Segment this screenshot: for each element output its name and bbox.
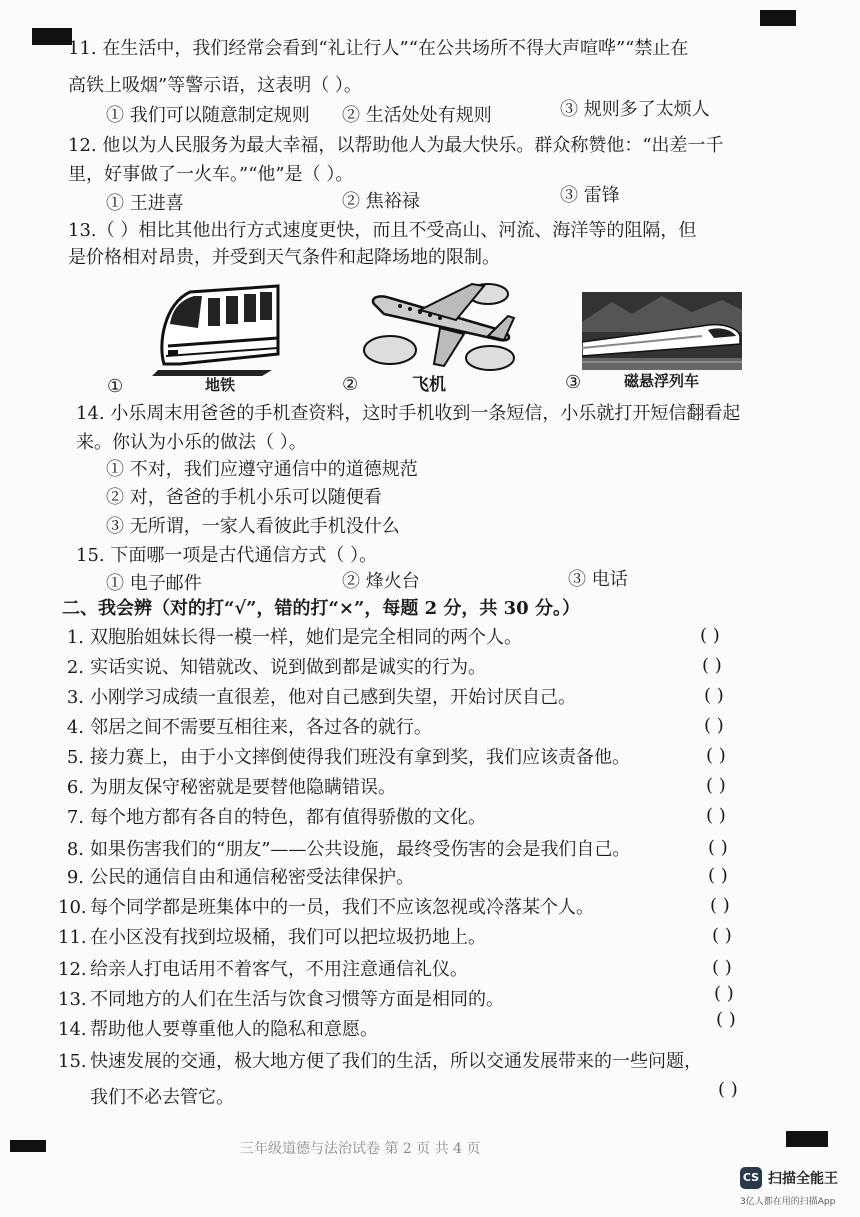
judge-answer-blank[interactable]: ( ) — [712, 957, 732, 978]
judge-item-number: 11. — [58, 927, 87, 948]
judge-item-text: 帮助他人要尊重他人的隐私和意愿。 — [90, 1019, 378, 1040]
judge-item-9 — [58, 866, 848, 896]
judge-item-10 — [58, 896, 848, 926]
airplane-illustration — [360, 280, 520, 375]
page-footer: 三年级道德与法治试卷 第 2 页 共 4 页 — [240, 1141, 481, 1157]
judge-item-4 — [58, 716, 848, 746]
q13-option-3-label: 磁悬浮列车 — [624, 372, 700, 390]
registration-mark-bottom-left — [10, 1140, 46, 1152]
judge-answer-blank[interactable]: ( ) — [706, 775, 726, 796]
camscanner-tagline: 3亿人都在用的扫描App — [740, 1197, 836, 1207]
judge-answer-blank[interactable]: ( ) — [708, 865, 728, 886]
judge-answer-blank[interactable]: ( ) — [706, 805, 726, 826]
q13-line1: 13.（ ）相比其他出行方式速度更快，而且不受高山、河流、海洋等的阻隔，但 — [68, 220, 697, 241]
judge-item-number: 9. — [66, 867, 84, 888]
judge-answer-blank[interactable]: ( ) — [714, 983, 734, 1004]
subway-train-illustration — [150, 284, 280, 380]
q12-option-3: ③ 雷锋 — [560, 185, 620, 206]
q13-option-1-number: ① — [107, 376, 124, 397]
judge-item-text: 快速发展的交通，极大地方便了我们的生活，所以交通发展带来的一些问题， — [90, 1051, 702, 1072]
judge-item-number: 2. — [66, 657, 84, 678]
judge-item-number: 3. — [66, 687, 84, 708]
q15-option-3: ③ 电话 — [568, 569, 628, 590]
judge-answer-blank[interactable]: ( ) — [704, 685, 724, 706]
judge-item-number: 15. — [58, 1051, 87, 1072]
q14-option-2: ② 对，爸爸的手机小乐可以随便看 — [106, 487, 382, 508]
judge-answer-blank[interactable]: ( ) — [718, 1079, 738, 1100]
judge-item-text: 在小区没有找到垃圾桶，我们可以把垃圾扔地上。 — [90, 927, 486, 948]
judge-item-text: 给亲人打电话用不着客气，不用注意通信礼仪。 — [90, 959, 468, 980]
judge-item-11 — [58, 926, 848, 956]
judge-item-text: 每个地方都有各自的特色，都有值得骄傲的文化。 — [90, 807, 486, 828]
judge-item-number: 5. — [66, 747, 84, 768]
q13-option-1-label: 地铁 — [205, 376, 236, 394]
judge-answer-blank[interactable]: ( ) — [704, 715, 724, 736]
q11-line1: 11. 在生活中，我们经常会看到“礼让行人”“在公共场所不得大声喧哗”“禁止在 — [68, 38, 689, 59]
registration-mark-top-left — [32, 28, 72, 45]
camscanner-logo-icon: CS — [740, 1167, 762, 1189]
judge-answer-blank[interactable]: ( ) — [702, 655, 722, 676]
maglev-train-illustration — [582, 292, 742, 370]
q12-option-1: ① 王进喜 — [106, 193, 184, 214]
q15-line1: 15. 下面哪一项是古代通信方式（ ）。 — [76, 545, 378, 566]
judge-item-text: 不同地方的人们在生活与饮食习惯等方面是相同的。 — [90, 989, 504, 1010]
judge-answer-blank[interactable]: ( ) — [716, 1009, 736, 1030]
q11-option-3: ③ 规则多了太烦人 — [560, 99, 710, 120]
q12-line2: 里，好事做了一火车。”“他”是（ ）。 — [68, 164, 354, 185]
judge-item-number: 12. — [58, 959, 87, 980]
judge-item-text: 双胞胎姐妹长得一模一样，她们是完全相同的两个人。 — [90, 627, 522, 648]
judge-item-number: 13. — [58, 989, 87, 1010]
judge-item-7 — [58, 806, 848, 836]
judge-item-3 — [58, 686, 848, 716]
q12-line1: 12. 他以为人民服务为最大幸福，以帮助他人为最大快乐。群众称赞他：“出差一千 — [68, 135, 724, 156]
judge-item-text: 实话实说、知错就改、说到做到都是诚实的行为。 — [90, 657, 486, 678]
judge-item-5 — [58, 746, 848, 776]
judge-item-number: 4. — [66, 717, 84, 738]
judge-item-number: 1. — [66, 627, 84, 648]
judge-item-number: 14. — [58, 1019, 87, 1040]
q13-option-2-number: ② — [342, 374, 359, 395]
q14-line2: 来。你认为小乐的做法（ ）。 — [76, 432, 307, 453]
judge-item-6 — [58, 776, 848, 806]
judge-item-8 — [58, 838, 848, 868]
section-2-title: 二、我会辨（对的打“√”，错的打“×”，每题 2 分，共 30 分。） — [62, 598, 580, 619]
q13-option-2-label: 飞机 — [412, 375, 446, 395]
judge-answer-blank[interactable]: ( ) — [710, 895, 730, 916]
registration-mark-bottom-right — [786, 1131, 828, 1147]
q13-line2: 是价格相对昂贵，并受到天气条件和起降场地的限制。 — [68, 247, 500, 268]
judge-item-number: 8. — [66, 839, 84, 860]
judge-item-text: 邻居之间不需要互相往来，各过各的就行。 — [90, 717, 432, 738]
judge-item-text: 公民的通信自由和通信秘密受法律保护。 — [90, 867, 414, 888]
judge-item-text: 每个同学都是班集体中的一员，我们不应该忽视或冷落某个人。 — [90, 897, 594, 918]
judge-item-number: 6. — [66, 777, 84, 798]
judge-answer-blank[interactable]: ( ) — [706, 745, 726, 766]
q11-option-2: ② 生活处处有规则 — [342, 105, 492, 126]
judge-answer-blank[interactable]: ( ) — [712, 925, 732, 946]
q13-option-3-number: ③ — [565, 372, 582, 393]
q15-option-2: ② 烽火台 — [342, 571, 420, 592]
judge-item-1 — [58, 626, 848, 656]
q11-option-1: ① 我们可以随意制定规则 — [106, 105, 310, 126]
judge-item-text: 接力赛上，由于小文摔倒使得我们班没有拿到奖，我们应该责备他。 — [90, 747, 630, 768]
judge-answer-blank[interactable]: ( ) — [700, 625, 720, 646]
judge-item-text: 如果伤害我们的“朋友”——公共设施，最终受伤害的会是我们自己。 — [90, 839, 631, 860]
q11-line2: 高铁上吸烟”等警示语，这表明（ ）。 — [68, 75, 362, 96]
judge-item-text: 小刚学习成绩一直很差，他对自己感到失望，开始讨厌自己。 — [90, 687, 576, 708]
q14-line1: 14. 小乐周末用爸爸的手机查资料，这时手机收到一条短信，小乐就打开短信翻看起 — [76, 403, 741, 424]
judge-item-number: 10. — [58, 897, 87, 918]
judge-item-2 — [58, 656, 848, 686]
q14-option-3: ③ 无所谓，一家人看彼此手机没什么 — [106, 516, 400, 537]
camscanner-name: 扫描全能王 — [768, 1171, 838, 1187]
registration-mark-top-right — [760, 10, 796, 26]
q15-option-1: ① 电子邮件 — [106, 573, 202, 594]
judge-item-14 — [58, 1009, 848, 1048]
judge-answer-blank[interactable]: ( ) — [708, 837, 728, 858]
judge-item-number: 7. — [66, 807, 84, 828]
judge-item-text: 为朋友保守秘密就是要替他隐瞒错误。 — [90, 777, 396, 798]
judge-item-15-line2: 我们不必去管它。 — [90, 1087, 234, 1108]
q12-option-2: ② 焦裕禄 — [342, 191, 420, 212]
q14-option-1: ① 不对，我们应遵守通信中的道德规范 — [106, 459, 418, 480]
